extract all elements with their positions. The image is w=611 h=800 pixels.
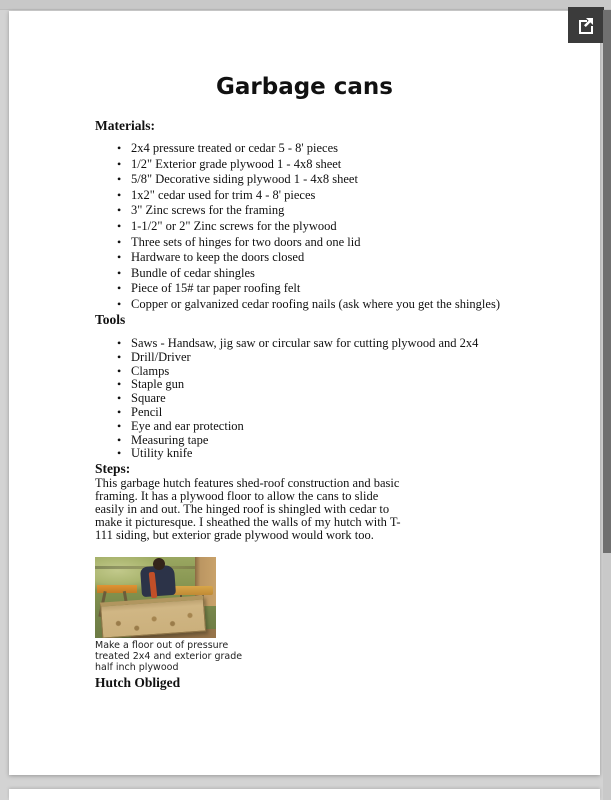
- open-external-button[interactable]: [568, 7, 604, 43]
- list-item: • 1/2" Exterior grade plywood 1 - 4x8 sheet: [95, 157, 500, 173]
- list-item: • 5/8" Decorative siding plywood 1 - 4x8 sheet: [95, 172, 500, 188]
- page-title: Garbage cans: [215, 74, 393, 100]
- step-photo: [95, 557, 216, 638]
- list-item: • Utility knife: [95, 447, 478, 461]
- list-item: • Piece of 15# tar paper roofing felt: [95, 281, 500, 297]
- list-item: • Measuring tape: [95, 434, 478, 448]
- external-link-icon: [577, 16, 595, 34]
- paragraph-line: 111 siding, but exterior grade plywood would work too.: [95, 528, 374, 543]
- list-item: • Eye and ear protection: [95, 420, 478, 434]
- viewer-top-bar: [0, 0, 611, 10]
- caption-line: half inch plywood: [95, 662, 179, 674]
- caption-line: treated 2x4 and exterior grade: [95, 651, 243, 663]
- list-item: • Saws - Handsaw, jig saw or circular saw for cutting plywood and 2x4: [95, 337, 478, 351]
- list-item: • Pencil: [95, 406, 478, 420]
- paragraph-line: This garbage hutch features shed-roof construction and basic: [95, 476, 400, 490]
- list-item: • Hardware to keep the doors closed: [95, 250, 500, 266]
- tools-list: [95, 337, 478, 461]
- materials-heading: Materials:: [95, 118, 155, 133]
- list-item: • 3" Zinc screws for the framing: [95, 203, 500, 219]
- photo-caption: [95, 640, 242, 674]
- paragraph-line: framing. It has a plywood floor to allow the cans to slide: [95, 489, 379, 504]
- list-item: • 2x4 pressure treated or cedar 5 - 8' pieces: [95, 141, 500, 157]
- list-item: • Copper or galvanized cedar roofing nails (ask where you get the shingles): [95, 297, 500, 313]
- photo-person-head: [153, 558, 165, 570]
- closing-signature: Hutch Obliged: [95, 675, 181, 690]
- list-item: • 1x2" cedar used for trim 4 - 8' pieces: [95, 188, 500, 204]
- list-item: • Drill/Driver: [95, 351, 478, 365]
- next-page-edge: [9, 789, 600, 800]
- list-item: • 1-1/2" or 2" Zinc screws for the plywood: [95, 219, 500, 235]
- document-page: [9, 11, 600, 775]
- steps-paragraph: [95, 477, 415, 542]
- paragraph-line: make it picturesque. I sheathed the walls of my hutch with T-: [95, 515, 401, 530]
- steps-heading: Steps:: [95, 461, 131, 476]
- list-item: • Clamps: [95, 365, 478, 379]
- caption-line: Make a floor out of pressure: [95, 640, 229, 651]
- list-item: • Square: [95, 392, 478, 406]
- materials-list: [95, 141, 500, 313]
- tools-heading: Tools: [95, 312, 126, 327]
- paragraph-line: easily in and out. The hinged roof is shingled with cedar to: [95, 502, 390, 517]
- list-item: • Bundle of cedar shingles: [95, 266, 500, 282]
- list-item: • Three sets of hinges for two doors and one lid: [95, 235, 500, 251]
- scrollbar-track[interactable]: [603, 10, 611, 800]
- list-item: • Staple gun: [95, 378, 478, 392]
- photo-work-table: [173, 586, 213, 595]
- photo-plywood-panel: [100, 595, 206, 638]
- scrollbar-thumb[interactable]: [603, 10, 611, 553]
